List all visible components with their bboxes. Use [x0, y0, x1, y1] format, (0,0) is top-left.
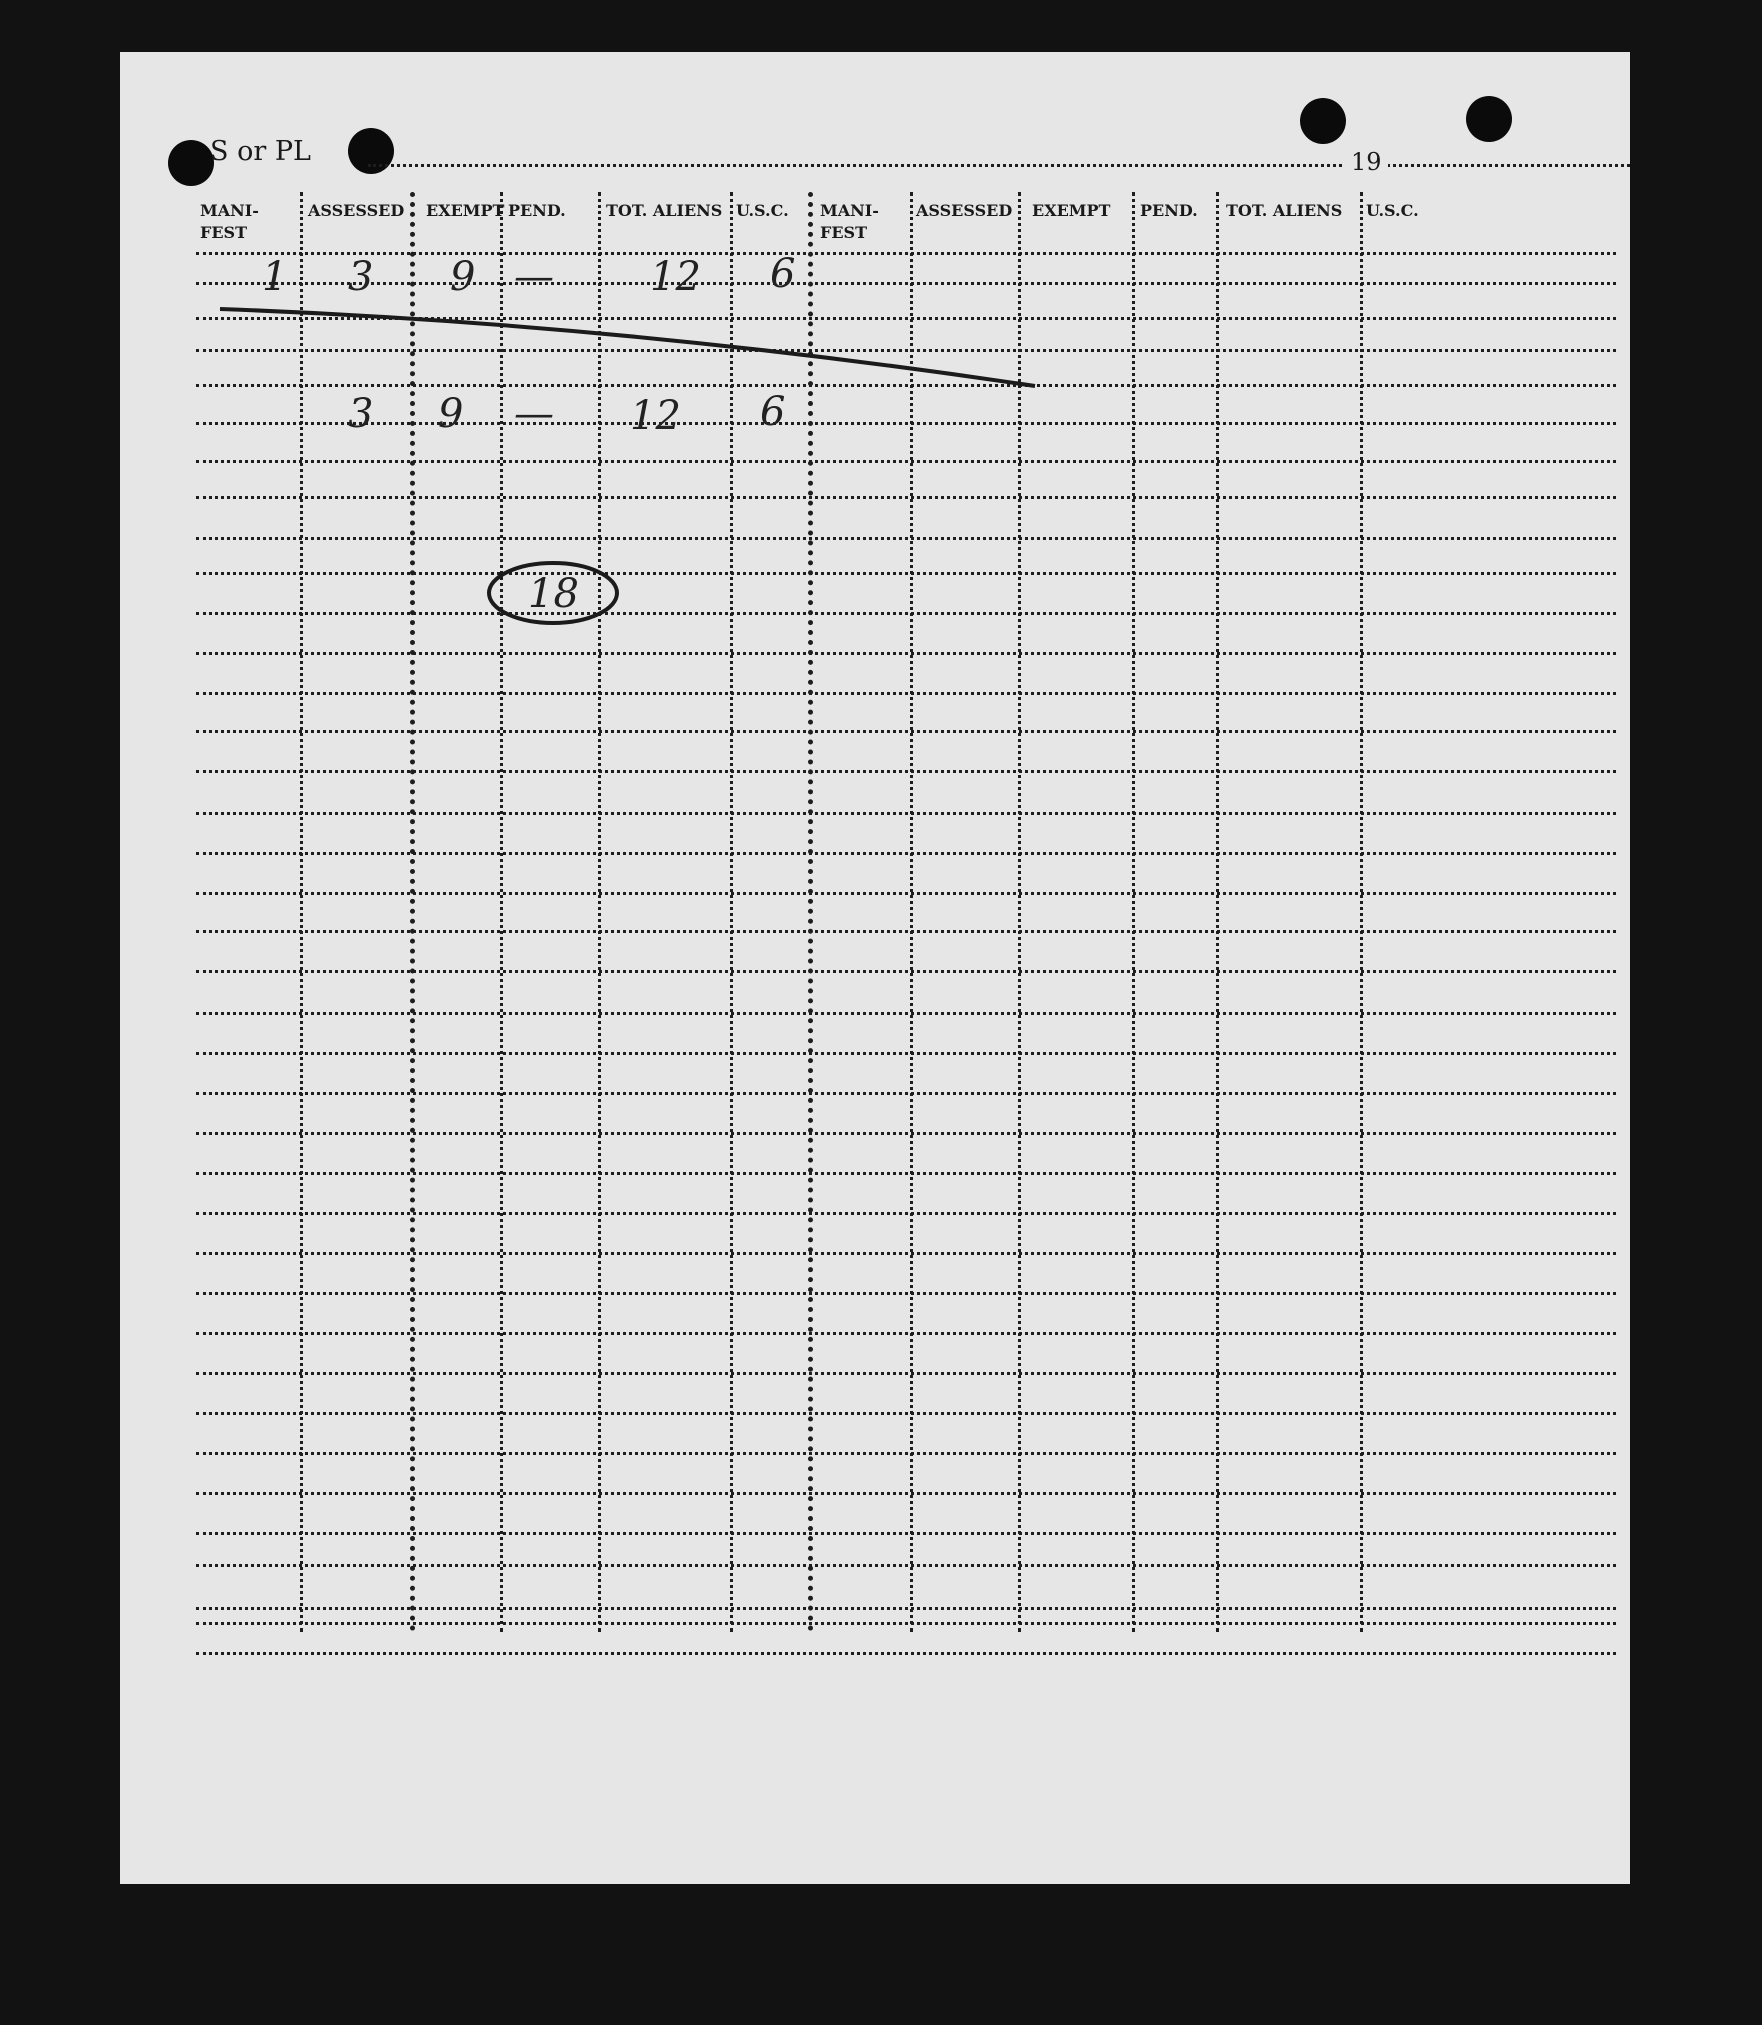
row2-pend: —: [514, 391, 554, 437]
row1-pend: —: [514, 254, 554, 300]
row1-tot-aliens: 12: [650, 254, 701, 300]
row2-tot-aliens: 12: [630, 393, 681, 439]
col-header-tot-aliens-right: TOT. ALIENS: [1226, 201, 1343, 220]
col-header-assessed-right: ASSESSED: [916, 201, 1013, 220]
col-header-usc-right: U.S.C.: [1366, 201, 1419, 220]
col-header-pend-right: PEND.: [1140, 201, 1198, 220]
row1-exempt: 9: [450, 254, 476, 300]
row2-exempt: 9: [438, 391, 464, 437]
total-circle: [489, 563, 617, 623]
form-sheet: [120, 52, 1630, 1884]
col-header-manifest-left: MANI- FEST: [200, 201, 259, 242]
col-header-tot-aliens-left: TOT. ALIENS: [606, 201, 723, 220]
row2-assessed: 3: [348, 391, 374, 437]
pen-marks: [120, 52, 1630, 1884]
row1-usc: 6: [770, 251, 796, 297]
form-prefix-label: S or PL: [210, 136, 311, 167]
strike-through-line: [220, 309, 1035, 386]
col-header-assessed-left: ASSESSED: [308, 201, 405, 220]
year-prefix-label: 19: [1345, 148, 1388, 176]
row1-assessed: 3: [348, 254, 374, 300]
col-header-usc-left: U.S.C.: [736, 201, 789, 220]
col-header-exempt-right: EXEMPT: [1032, 201, 1111, 220]
row1-manifest: 1: [262, 254, 288, 300]
row2-usc: 6: [760, 389, 786, 435]
circled-total: 18: [528, 571, 579, 617]
col-header-pend-left: PEND.: [508, 201, 566, 220]
col-header-manifest-right: MANI- FEST: [820, 201, 879, 242]
col-header-exempt-left: EXEMPT: [426, 201, 505, 220]
